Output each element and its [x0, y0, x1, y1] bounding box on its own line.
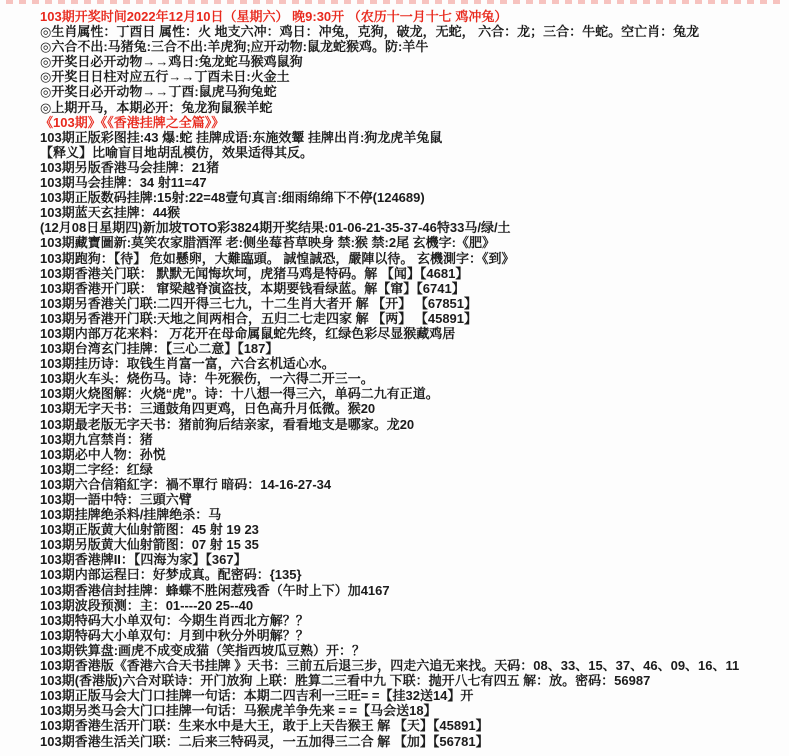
text-line: 103期正版彩图挂:43 爆:蛇 挂牌成语:东施效颦 挂牌出肖:狗龙虎羊兔鼠: [40, 129, 443, 145]
text-line: 103期波段预测：主：01----20 25--40: [40, 597, 254, 613]
text-line: 103期无字天书：三通鼓角四更鸡，日色高升月低微。猴20: [40, 401, 376, 417]
text-line: 103期香港牌II：【四海为家】【367】: [40, 552, 247, 568]
text-line: 103期另版香港马会挂牌：21猪: [40, 159, 220, 175]
text-line: 103期开奖时间2022年12月10日（星期六） 晚9:30开 （农历十一月十七 鸡冲兔）: [40, 9, 508, 24]
text-line: (12月08日星期四)新加坡TOTO彩3824期开奖结果:01-06-21-35-37-46特33马/绿/土: [40, 220, 511, 236]
text-line: 103期必中人物：孙悦: [40, 446, 166, 462]
text-line: 103期铁算盘:画虎不成变成猫（笑指西坡瓜豆熟）开：？: [40, 642, 366, 658]
text-line: 103期香港版《香港六合天书挂牌 》天书：三前五后退三步，四走六追无来找。天码：08、33、15、37、46、09、16、11: [40, 658, 740, 674]
text-line: 103期另香港开门联:天地之间两相合，五归二七走四家 解 【两】 【45891】: [40, 310, 478, 326]
text-line: 103期特码大小单双句：月到中秋分外明解？？: [40, 627, 309, 643]
text-line: 103期另香港关门联:二四开得三七九，十二生肖大者开 解 【开】 【67851】: [40, 295, 478, 311]
text-line: 103期特码大小单双句：今期生肖西北方解？？: [40, 612, 309, 628]
text-line: 103期香港生活关门联：二后来三特码灵，一五加得三二合 解 【加】【56781】: [40, 733, 489, 749]
text-line: 103期正版黄大仙射箭图：45 射 19 23: [40, 522, 259, 538]
text-line: 103期台湾玄门挂牌：【三心二意】【187】: [40, 341, 279, 357]
text-line: 103期六合信箱紅字：禍不單行 暗码：14-16-27-34: [40, 476, 332, 492]
text-line: 103期火烧图解：火烧“虎”。诗：十八想一得三六，单码二九有正道。: [40, 386, 439, 402]
text-line: 103期马会挂牌：34 射11=47: [40, 175, 207, 191]
text-line: ◎开奖日必开动物→→丁酉:鼠虎马狗兔蛇: [40, 84, 277, 100]
text-line: 103期最老版无字天书：猪前狗后结亲家，看看地支是哪家。龙20: [40, 416, 415, 432]
text-line: 103期正版马会大门口挂牌一句话：本期二四吉利一三旺= =【挂32送14】开: [40, 688, 474, 704]
text-line: ◎六合不出:马猪兔:三合不出:羊虎狗;应开动物:鼠龙蛇猴鸡。防:羊牛: [40, 39, 429, 55]
text-line: 103期藏寶圖新:莫笑农家腊酒浑 老:侧坐莓苔草映身 禁:猴 禁:2尾 玄機字:《肥》: [40, 235, 496, 251]
text-line: ◎上期开马，本期必开：兔龙狗鼠猴羊蛇: [40, 99, 273, 115]
text-line: ◎开奖日必开动物→→鸡日:兔龙蛇马猴鸡鼠狗: [40, 54, 303, 70]
text-line: 103期(香港版)六合对联诗：开门放狗 上联：胜算二三看中九 下联：抛开八七有四五 解：放。密码：56987: [40, 673, 651, 689]
text-line: 【释义】比喻盲目地胡乱模仿，效果适得其反。: [40, 144, 314, 160]
text-line: 103期正版数码挂牌:15射:22=48壹句真言:细雨绵绵下不停(124689): [40, 190, 425, 206]
text-line: ◎开奖日日柱对应五行→→丁酉未日:火金土: [40, 69, 290, 85]
top-cutoff-red-line: [6, 0, 783, 4]
text-line: 103期另类马会大门口挂牌一句话：马猴虎羊争先来 = =【马会送18】: [40, 703, 437, 719]
text-line: 103期香港关门联： 默默无闻悔坎坷，虎猪马鸡是特码。解 【闻】【4681】: [40, 265, 469, 281]
document-body: [0, 6, 789, 749]
text-line: 103期另版黄大仙射箭图：07 射 15 35: [40, 537, 259, 553]
text-line: 103期挂历诗：取钱生肖富一富，六合玄机适心水。: [40, 356, 335, 372]
text-line: 103期香港开门联： 窜梁越脊演盗技，本期要钱看绿蓝。解【窜】【6741】: [40, 280, 465, 296]
text-line: 103期内部运程曰：好梦成真。配密码：{135}: [40, 567, 302, 583]
text-line: 103期内部万花来料： 万花开在母命属鼠蛇先终，红绿色彩尽显猴藏鸡居: [40, 325, 456, 341]
text-line: 103期火车头：烧伤马。诗：牛死猴伤，一六得二开三一。: [40, 371, 374, 387]
text-line: 103期九宫禁肖：猪: [40, 431, 153, 447]
text-line: 103期香港信封挂牌：蜂蝶不胜闲惹残香（午时上下）加4167: [40, 582, 390, 598]
text-line: 103期蓝天玄挂牌：44猴: [40, 205, 181, 221]
text-line: 《103期》《《香港挂牌之全篇》》: [40, 114, 225, 130]
text-line: 103期香港生活开门联：生来水中是大王，敢于上天告猴王 解 【天】【45891】: [40, 718, 489, 734]
text-line: 103期二字经：红绿: [40, 461, 153, 477]
text-line: 103期一語中特：三頭六臂: [40, 492, 192, 507]
text-line: 103期跑狗：【待】 危如懸卵，大難臨頭。 誠惶誠恐，嚴陣以待。 玄機測字：《到》: [40, 250, 515, 266]
text-line: ◎生肖属性：丁酉日 属性：火 地支六冲：鸡日：冲兔，克狗，破龙，无蛇， 六合：龙；三合：牛蛇。空亡肖：兔龙: [40, 24, 700, 40]
text-line: 103期挂牌绝杀料/挂牌绝杀：马: [40, 507, 222, 523]
